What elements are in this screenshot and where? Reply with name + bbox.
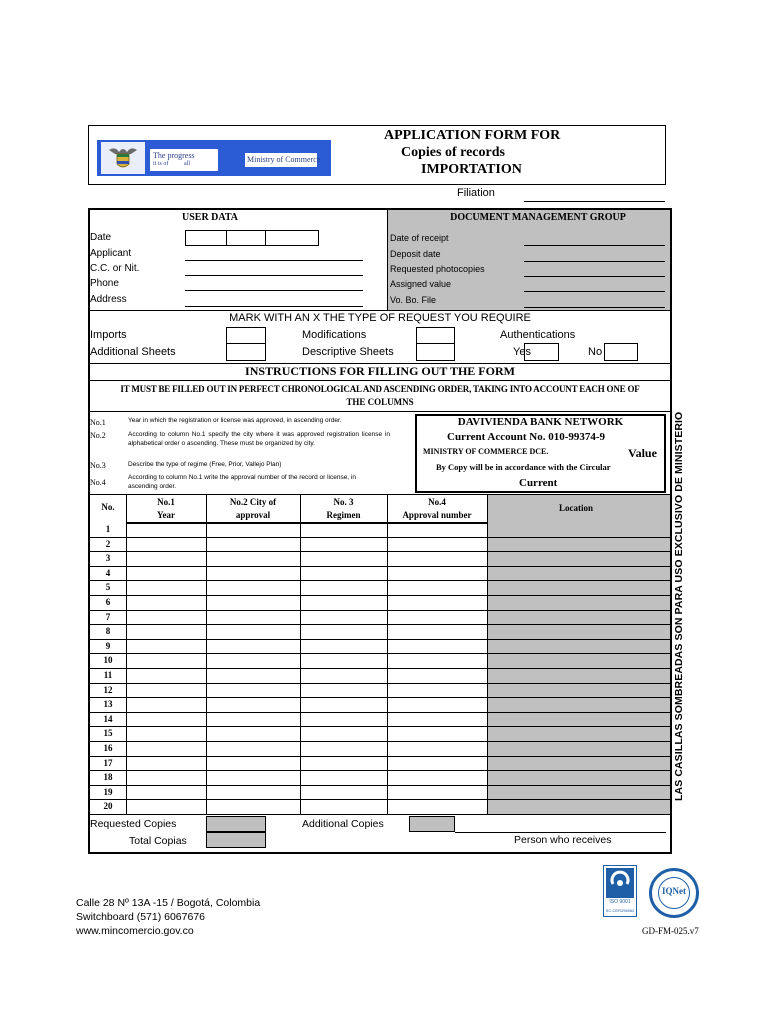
table-row-number: 18 xyxy=(103,772,113,783)
form-title-2: Copies of records xyxy=(401,145,505,160)
user-field-date: Date xyxy=(90,232,112,243)
bank-line-1: DAVIVIENDA BANK NETWORK xyxy=(457,416,624,428)
col-1-header-a: No.1 xyxy=(157,497,175,507)
table-row[interactable] xyxy=(127,567,487,581)
dmg-heading: DOCUMENT MANAGEMENT GROUP xyxy=(450,212,626,223)
instructions-sub-2: THE COLUMNS xyxy=(346,397,414,407)
table-row[interactable] xyxy=(127,698,487,712)
descriptive-sheets-label: Descriptive Sheets xyxy=(302,346,394,358)
instruction-text-3: Describe the type of regime (Free, Prior, Vallejo Plan) xyxy=(128,461,282,468)
table-row-number: 11 xyxy=(103,670,113,680)
imports-checkbox[interactable] xyxy=(226,327,266,344)
table-row-number: 5 xyxy=(105,582,111,593)
table-row[interactable] xyxy=(127,771,487,785)
bank-line-5: Current xyxy=(519,477,558,489)
additional-copies-input[interactable] xyxy=(409,816,455,832)
table-row[interactable] xyxy=(127,596,487,610)
table-row[interactable] xyxy=(127,713,487,727)
filiation-line xyxy=(524,201,665,202)
additional-sheets-checkbox[interactable] xyxy=(226,343,266,361)
requested-copies-input[interactable] xyxy=(206,816,266,832)
logo-text-3: all xyxy=(184,161,190,167)
table-row-number: 19 xyxy=(103,786,113,797)
filiation-label: Filiation xyxy=(457,187,495,199)
bank-line-4: By Copy will be in accordance with the Circular xyxy=(436,462,611,472)
total-copias-input[interactable] xyxy=(206,832,266,848)
bank-value: Value xyxy=(628,446,657,460)
total-copias-label: Total Copias xyxy=(129,835,187,847)
col-3-header-a: No. 3 xyxy=(333,497,354,507)
user-field-address: Address xyxy=(90,294,127,305)
table-row-number: 16 xyxy=(103,743,113,753)
dmg-field-deposit: Deposit date xyxy=(390,249,441,259)
col-2-header-b: approval xyxy=(235,510,271,520)
footer-website: www.mincomercio.gov.co xyxy=(76,925,194,937)
id-input[interactable] xyxy=(185,275,363,276)
footer-code: GD-FM-025.v7 xyxy=(642,926,699,936)
table-row-number: 13 xyxy=(103,699,113,710)
iqnet-ring-icon xyxy=(658,877,690,909)
iqnet-cert-logo xyxy=(649,868,699,918)
user-field-phone: Phone xyxy=(90,278,119,289)
modifications-label: Modifications xyxy=(302,329,367,341)
table-row[interactable] xyxy=(127,581,487,595)
table-row[interactable] xyxy=(127,800,487,814)
yes-label: Yes xyxy=(513,346,531,358)
modifications-checkbox[interactable] xyxy=(416,327,455,344)
instructions-sub-1: IT MUST BE FILLED OUT IN PERFECT CHRONOLOGICAL AND ASCENDING ORDER, TAKING INTO ACCOUNT EACH ONE OF xyxy=(120,384,640,394)
user-field-applicant: Applicant xyxy=(90,248,132,259)
table-row-number: 6 xyxy=(105,597,111,607)
dmg-field-file: Vo. Bo. File xyxy=(390,295,437,305)
footer-switchboard: Switchboard (571) 6067676 xyxy=(76,911,206,923)
iso-cert-icon xyxy=(606,868,634,898)
logo-ministry-box xyxy=(245,153,321,167)
bank-line-3: MINISTRY OF COMMERCE DCE. xyxy=(423,447,549,456)
table-row-number: 1 xyxy=(105,524,111,534)
table-top-line xyxy=(88,494,672,495)
logo-block xyxy=(97,140,331,176)
table-row-number: 20 xyxy=(103,801,113,812)
iqnet-cert-text: IQNet xyxy=(662,886,686,896)
table-bottom-line xyxy=(88,814,672,815)
iso-cert-code: SC-CER296962 xyxy=(605,908,635,913)
dmg-photocopies-line xyxy=(524,276,665,277)
table-row[interactable] xyxy=(127,640,487,654)
descriptive-sheets-checkbox[interactable] xyxy=(416,343,455,361)
logo-ministry-text: Ministry of Commerce xyxy=(247,155,321,164)
person-receives-line xyxy=(455,832,666,833)
table-row[interactable] xyxy=(127,552,487,566)
form-title-1: APPLICATION FORM FOR xyxy=(384,128,561,143)
col-location-header: Location xyxy=(558,503,593,513)
table-row-number: 2 xyxy=(105,538,111,549)
table-row[interactable] xyxy=(127,727,487,741)
date-day-input[interactable] xyxy=(185,230,227,246)
instruction-no-3: No.3 xyxy=(90,461,106,470)
table-row[interactable] xyxy=(127,625,487,639)
col-4-header-b: Approval number xyxy=(402,510,472,520)
date-month-input[interactable] xyxy=(226,230,266,246)
instruction-no-2: No.2 xyxy=(90,431,106,440)
date-year-input[interactable] xyxy=(265,230,319,246)
iso-cert-text: ISO 9001 xyxy=(609,899,631,905)
additional-sheets-label: Additional Sheets xyxy=(90,346,176,358)
side-vertical-text: LAS CASILLAS SOMBREADAS SON PARA USO EXCLUSIVO DE MINISTERIO xyxy=(673,411,685,801)
coat-of-arms-icon xyxy=(101,142,145,174)
no-checkbox[interactable] xyxy=(604,343,638,361)
table-row-number: 17 xyxy=(103,757,113,768)
instructions-heading: INSTRUCTIONS FOR FILLING OUT THE FORM xyxy=(245,364,515,378)
section-divider xyxy=(387,210,388,310)
table-row[interactable] xyxy=(127,523,487,537)
section-line-3 xyxy=(88,380,672,381)
table-row-number: 10 xyxy=(103,655,113,666)
user-data-heading: USER DATA xyxy=(181,212,239,223)
col-2-header-a: No.2 City of xyxy=(229,497,277,507)
table-row-number: 7 xyxy=(105,611,111,622)
instruction-text-1: Year in which the registration or license was approved, in ascending order. xyxy=(128,417,342,424)
table-row[interactable] xyxy=(127,684,487,698)
table-row[interactable] xyxy=(127,742,487,756)
logo-text-2: it is of xyxy=(153,161,169,167)
dmg-receipt-line xyxy=(524,245,665,246)
applicant-input[interactable] xyxy=(185,260,363,261)
table-row-number: 15 xyxy=(103,728,113,739)
table-row[interactable] xyxy=(127,669,487,683)
logo-progress-box xyxy=(149,148,219,172)
table-row-number: 8 xyxy=(105,626,111,637)
table-row[interactable] xyxy=(127,757,487,771)
dmg-file-line xyxy=(524,307,665,308)
col-4-header-a: No.4 xyxy=(428,497,446,507)
table-row-number: 14 xyxy=(103,713,113,724)
iso-cert-logo xyxy=(603,865,637,917)
form-title-3: IMPORTATION xyxy=(421,162,522,177)
requested-copies-label: Requested Copies xyxy=(90,818,177,830)
no-label: No xyxy=(588,346,603,358)
instruction-no-4: No.4 xyxy=(90,478,106,487)
request-heading: MARK WITH AN X THE TYPE OF REQUEST YOU REQUIRE xyxy=(229,312,531,324)
instruction-text-2: According to column No.1 specify the city where it was approved registration license in alphabetical order o ascending. These must be organized by city. xyxy=(128,431,390,447)
person-receives-label: Person who receives xyxy=(514,834,612,846)
col-no-header: No. xyxy=(101,502,115,512)
address-input[interactable] xyxy=(185,306,363,307)
instruction-no-1: No.1 xyxy=(90,418,106,427)
logo-text-1: The progress xyxy=(153,151,195,160)
table-row[interactable] xyxy=(127,611,487,625)
phone-input[interactable] xyxy=(185,290,363,291)
dmg-field-receipt: Date of receipt xyxy=(390,233,449,243)
section-line-4 xyxy=(88,411,672,412)
dmg-value-line xyxy=(524,291,665,292)
col-1-header-b: Year xyxy=(157,510,175,520)
footer-address: Calle 28 Nº 13A -15 / Bogotá, Colombia xyxy=(76,897,261,909)
table-row[interactable] xyxy=(127,786,487,800)
yes-checkbox[interactable] xyxy=(524,343,559,361)
table-row-number: 3 xyxy=(105,553,111,564)
dmg-field-photocopies: Requested photocopies xyxy=(390,264,485,274)
table-row-number: 9 xyxy=(105,640,111,651)
bank-line-2: Current Account No. 010-99374-9 xyxy=(447,431,606,443)
col-3-header-b: Regimen xyxy=(326,510,361,520)
table-row[interactable] xyxy=(127,654,487,668)
table-row-number: 12 xyxy=(103,684,113,695)
user-field-id: C.C. or Nit. xyxy=(90,263,140,274)
imports-label: Imports xyxy=(90,329,127,341)
dmg-deposit-line xyxy=(524,261,665,262)
table-row[interactable] xyxy=(127,538,487,552)
additional-copies-label: Additional Copies xyxy=(302,818,384,830)
table-row-number: 4 xyxy=(105,567,111,578)
instruction-text-4: According to column No.1 write the approval number of the record or license, in ascending order. xyxy=(128,474,356,490)
authentications-label: Authentications xyxy=(500,329,576,341)
dmg-field-value: Assigned value xyxy=(390,279,452,289)
section-line-1 xyxy=(88,310,672,311)
